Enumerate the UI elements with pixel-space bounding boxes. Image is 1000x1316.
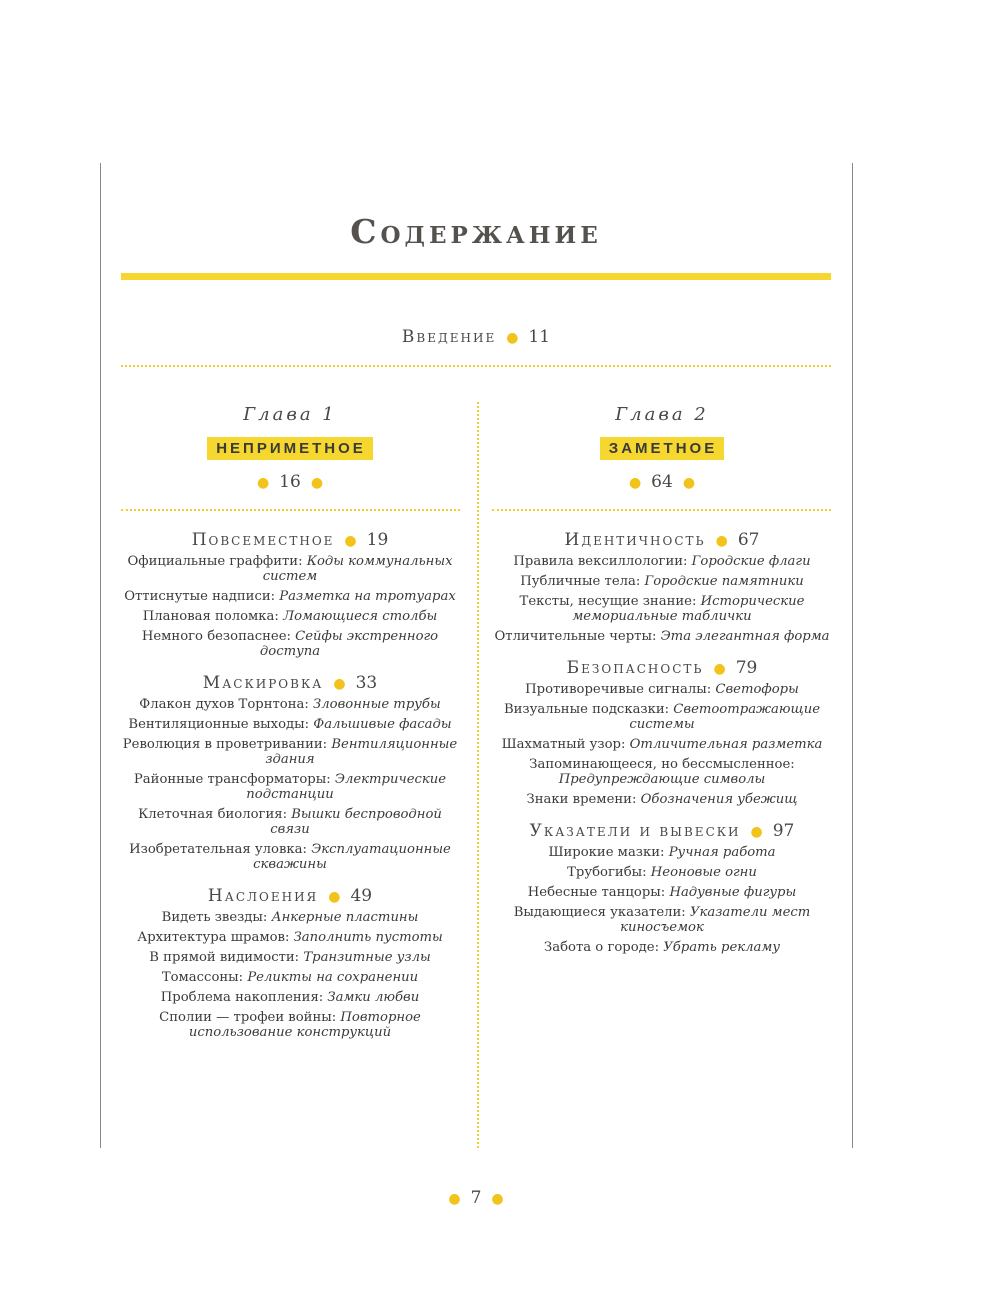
toc-entry: Немного безопаснее: Сейфы экстренного доступа [141,629,439,659]
toc-section [492,821,832,955]
chapter-1-sections [120,530,460,1054]
chapter-label: Глава 1 [243,404,337,425]
bullet-icon: ● [448,1191,461,1207]
toc-entry: Официальные граффити: Коды коммунальных систем [127,554,453,584]
toc-section [120,673,460,872]
intro-entry [120,327,832,347]
toc-entry: Знаки времени: Обозначения убежищ [526,792,798,807]
toc-section [120,886,460,1040]
section-heading: Указатели и вывески ● 97 [529,821,795,841]
left-margin-rule [100,163,101,1148]
bullet-icon: ● [506,330,519,346]
chapter-2-header [492,404,832,492]
chapter-page: ● 64 ● [628,472,696,492]
toc-entry: Визуальные подсказки: Светоотражающие системы [503,702,821,732]
chapter-name-badge: ЗАМЕТНОЕ [600,437,724,460]
toc-entry: В прямой видимости: Транзитные узлы [149,950,431,965]
toc-entry: Вентиляционные выходы: Фальшивые фасады [128,717,452,732]
toc-section [120,530,460,659]
toc-entry: Районные трансформаторы: Электрические подстанции [133,772,447,802]
bullet-icon: ● [750,824,763,840]
intro-divider [121,365,831,367]
bullet-icon: ● [682,475,696,491]
bullet-icon: ● [344,533,357,549]
toc-entry: Трубогибы: Неоновые огни [567,865,757,880]
toc-entry: Забота о городе: Убрать рекламу [544,940,780,955]
chapter-2-divider [492,509,831,511]
toc-entry: Видеть звезды: Анкерные пластины [161,910,419,925]
bullet-icon: ● [328,889,341,905]
toc-entry: Архитектура шрамов: Заполнить пустоты [137,930,443,945]
toc-entry: Проблема накопления: Замки любви [160,990,420,1005]
page-number: ● 7 ● [448,1188,504,1208]
section-heading: Повсеместное ● 19 [191,530,389,550]
bullet-icon: ● [491,1191,504,1207]
intro-label: Введение [401,327,497,347]
bullet-icon: ● [715,533,728,549]
chapter-page: ● 16 ● [256,472,324,492]
bullet-icon: ● [310,475,324,491]
toc-entry: Флакон духов Торнтона: Зловонные трубы [139,697,441,712]
toc-entry: Шахматный узор: Отличительная разметка [501,737,823,752]
bullet-icon: ● [628,475,642,491]
bullet-icon: ● [713,661,726,677]
toc-entry: Тексты, несущие знание: Исторические мемориальные таблички [519,594,805,624]
section-heading: Наслоения ● 49 [207,886,373,906]
toc-entry: Запоминающееся, но бессмысленное: Предупреждающие символы [529,757,795,787]
toc-entry: Выдающиеся указатели: Указатели мест киносъемок [513,905,811,935]
chapter-1-header [120,404,460,492]
toc-entry: Публичные тела: Городские памятники [520,574,804,589]
toc-entry: Правила вексиллологии: Городские флаги [513,554,811,569]
bullet-icon: ● [256,475,270,491]
toc-entry: Томассоны: Реликты на сохранении [161,970,419,985]
toc-section [492,530,832,644]
section-heading: Идентичность ● 67 [564,530,760,550]
section-heading: Безопасность ● 79 [566,658,758,678]
toc-entry: Противоречивые сигналы: Светофоры [525,682,799,697]
page-title: Содержание [350,212,602,251]
chapter-name-badge: НЕПРИМЕТНОЕ [207,437,373,460]
toc-section [492,658,832,807]
toc-entry: Оттиснутые надписи: Разметка на тротуарах [124,589,456,604]
toc-entry: Сполии — трофеи войны: Повторное использование конструкций [159,1010,421,1040]
toc-entry: Клеточная биология: Вышки беспроводной связи [138,807,442,837]
toc-entry: Плановая поломка: Ломающиеся столбы [142,609,438,624]
toc-entry: Изобретательная уловка: Эксплуатационные скважины [129,842,451,872]
column-divider [477,402,479,1148]
intro-page: 11 [528,327,551,347]
toc-entry: Небесные танцоры: Надувные фигуры [527,885,797,900]
chapter-2-sections [492,530,832,969]
chapter-label: Глава 2 [615,404,709,425]
section-heading: Маскировка ● 33 [202,673,378,693]
toc-entry: Революция в проветривании: Вентиляционные здания [122,737,458,767]
right-margin-rule [852,163,853,1148]
bullet-icon: ● [333,676,346,692]
chapter-1-divider [121,509,460,511]
toc-entry: Широкие мазки: Ручная работа [548,845,776,860]
toc-entry: Отличительные черты: Эта элегантная форма [494,629,830,644]
title-underline [121,273,831,280]
